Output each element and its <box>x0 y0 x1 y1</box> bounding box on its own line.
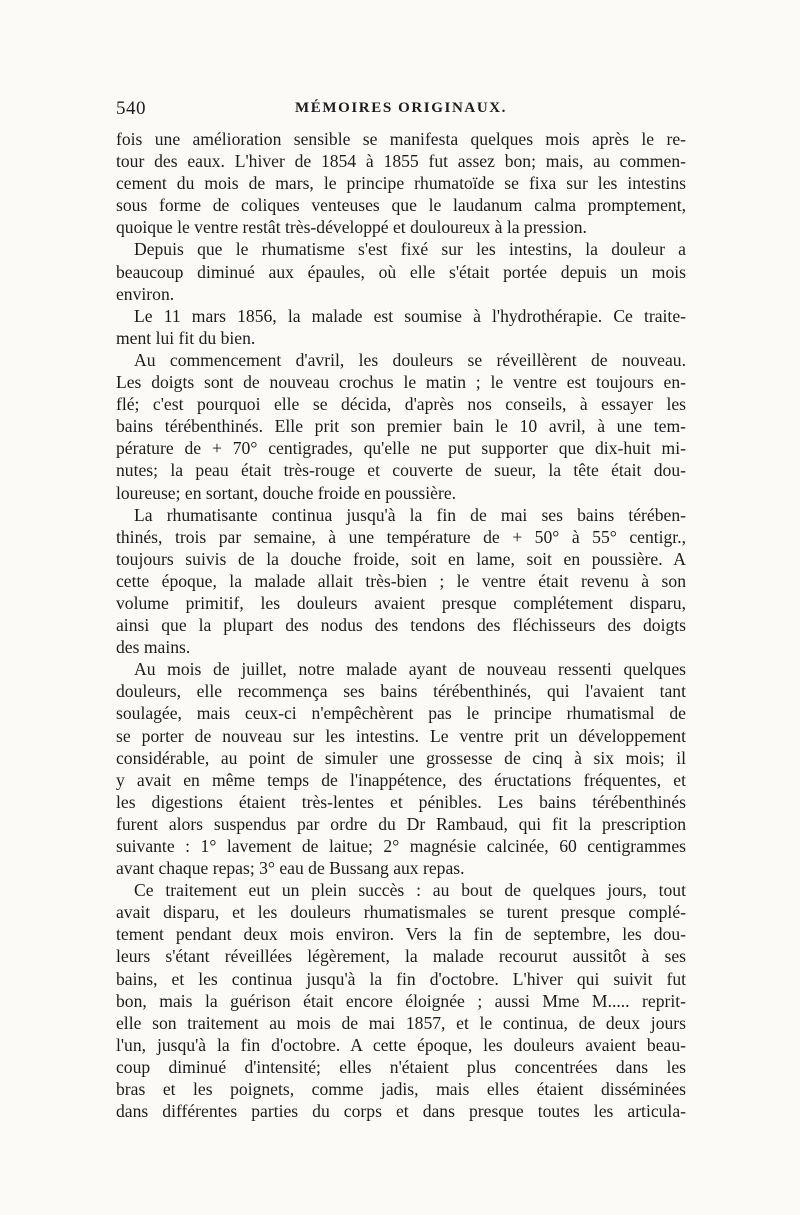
text-line: Au mois de juillet, notre malade ayant de nouveau ressenti quelques <box>134 659 686 680</box>
text-line: douleurs, elle recommença ses bains térébenthinés, qui l'avaient tant <box>116 681 686 702</box>
text-line: beaucoup diminué aux épaules, où elle s'était portée depuis un mois <box>116 261 686 282</box>
running-title: MÉMOIRES ORIGINAUX. <box>294 100 508 116</box>
text-line: bras et les poignets, comme jadis, mais elles étaient disséminées <box>116 1079 686 1100</box>
text-line: volume primitif, les douleurs avaient presque complétement disparu, <box>116 592 686 613</box>
text-line: y avait en même temps de l'inappétence, des éructations fréquentes, et <box>116 769 686 790</box>
text-line: Les doigts sont de nouveau crochus le matin ; le ventre est toujours en- <box>116 372 686 393</box>
text-line: loureuse; en sortant, douche froide en poussière. <box>116 482 457 503</box>
text-line: se porter de nouveau sur les intestins. Le ventre prit un développement <box>116 725 686 746</box>
text-line: nutes; la peau était très-rouge et couverte de sueur, la tête était dou- <box>116 460 686 481</box>
text-line: cement du mois de mars, le principe rhumatoïde se fixa sur les intestins <box>116 173 686 194</box>
text-line: Le 11 mars 1856, la malade est soumise à l'hydrothérapie. Ce traite- <box>134 305 686 326</box>
text-line: cette époque, la malade allait très-bien ; le ventre était revenu à son <box>116 570 686 591</box>
text-line: flé; c'est pourquoi elle se décida, d'après nos conseils, à essayer les <box>116 394 686 415</box>
text-line: avant chaque repas; 3° eau de Bussang aux repas. <box>116 858 465 879</box>
text-line: les digestions étaient très-lentes et pénibles. Les bains térébenthinés <box>116 791 686 812</box>
text-line: elle son traitement au mois de mai 1857, et le continua, de deux jours <box>116 1012 686 1033</box>
page-number: 540 <box>116 98 146 119</box>
text-line: furent alors suspendus par ordre du Dr Rambaud, qui fit la prescription <box>116 813 686 834</box>
text-line: environ. <box>116 283 175 304</box>
text-line: l'un, jusqu'à la fin d'octobre. A cette époque, les douleurs avaient beau- <box>116 1034 686 1055</box>
text-line: leurs s'étant réveillées légèrement, la malade recourut aussitôt à ses <box>116 946 686 967</box>
text-line: avait disparu, et les douleurs rhumatismales se turent presque complé- <box>116 902 686 923</box>
text-line: dans différentes parties du corps et dans presque toutes les articula- <box>116 1101 686 1122</box>
text-line: Depuis que le rhumatisme s'est fixé sur les intestins, la douleur a <box>134 239 686 260</box>
text-line: ainsi que la plupart des nodus des tendons des fléchisseurs des doigts <box>116 615 686 636</box>
text-line: considérable, au point de simuler une grossesse de cinq à six mois; il <box>116 747 686 768</box>
text-line: bon, mais la guérison était encore éloignée ; aussi Mme M..... reprit- <box>116 990 686 1011</box>
text-line: bains, et les continua jusqu'à la fin d'octobre. L'hiver qui suivit fut <box>116 968 686 989</box>
text-line: ment lui fit du bien. <box>116 327 256 348</box>
text-line: thinés, trois par semaine, à une température de + 50° à 55° centigr., <box>116 526 686 547</box>
text-line: bains térébenthinés. Elle prit son premier bain le 10 avril, à une tem- <box>116 416 686 437</box>
text-line: tour des eaux. L'hiver de 1854 à 1855 fut assez bon; mais, au commen- <box>116 151 686 172</box>
text-line: toujours suivis de la douche froide, soit en lame, soit en poussière. A <box>116 548 686 569</box>
body-text <box>116 128 686 1122</box>
text-line: des mains. <box>116 637 191 658</box>
text-line: quoique le ventre restât très-développé et douloureux à la pression. <box>116 217 587 238</box>
text-line: Au commencement d'avril, les douleurs se réveillèrent de nouveau. <box>134 349 686 370</box>
page-header <box>116 98 686 124</box>
text-line: coup diminué d'intensité; elles n'étaient plus concentrées dans les <box>116 1056 686 1077</box>
text-line: sous forme de coliques venteuses que le laudanum calma promptement, <box>116 195 686 216</box>
text-line: pérature de + 70° centigrades, qu'elle ne put supporter que dix-huit mi- <box>116 438 686 459</box>
text-line: suivante : 1° lavement de laitue; 2° magnésie calcinée, 60 centigrammes <box>116 836 686 856</box>
text-line: La rhumatisante continua jusqu'à la fin de mai ses bains térében- <box>134 504 686 525</box>
text-line: soulagée, mais ceux-ci n'empêchèrent pas le principe rhumatismal de <box>116 703 686 724</box>
text-line: tement pendant deux mois environ. Vers la fin de septembre, les dou- <box>116 924 686 945</box>
text-line: Ce traitement eut un plein succès : au bout de quelques jours, tout <box>134 880 686 901</box>
text-line: fois une amélioration sensible se manifesta quelques mois après le re- <box>116 129 686 149</box>
